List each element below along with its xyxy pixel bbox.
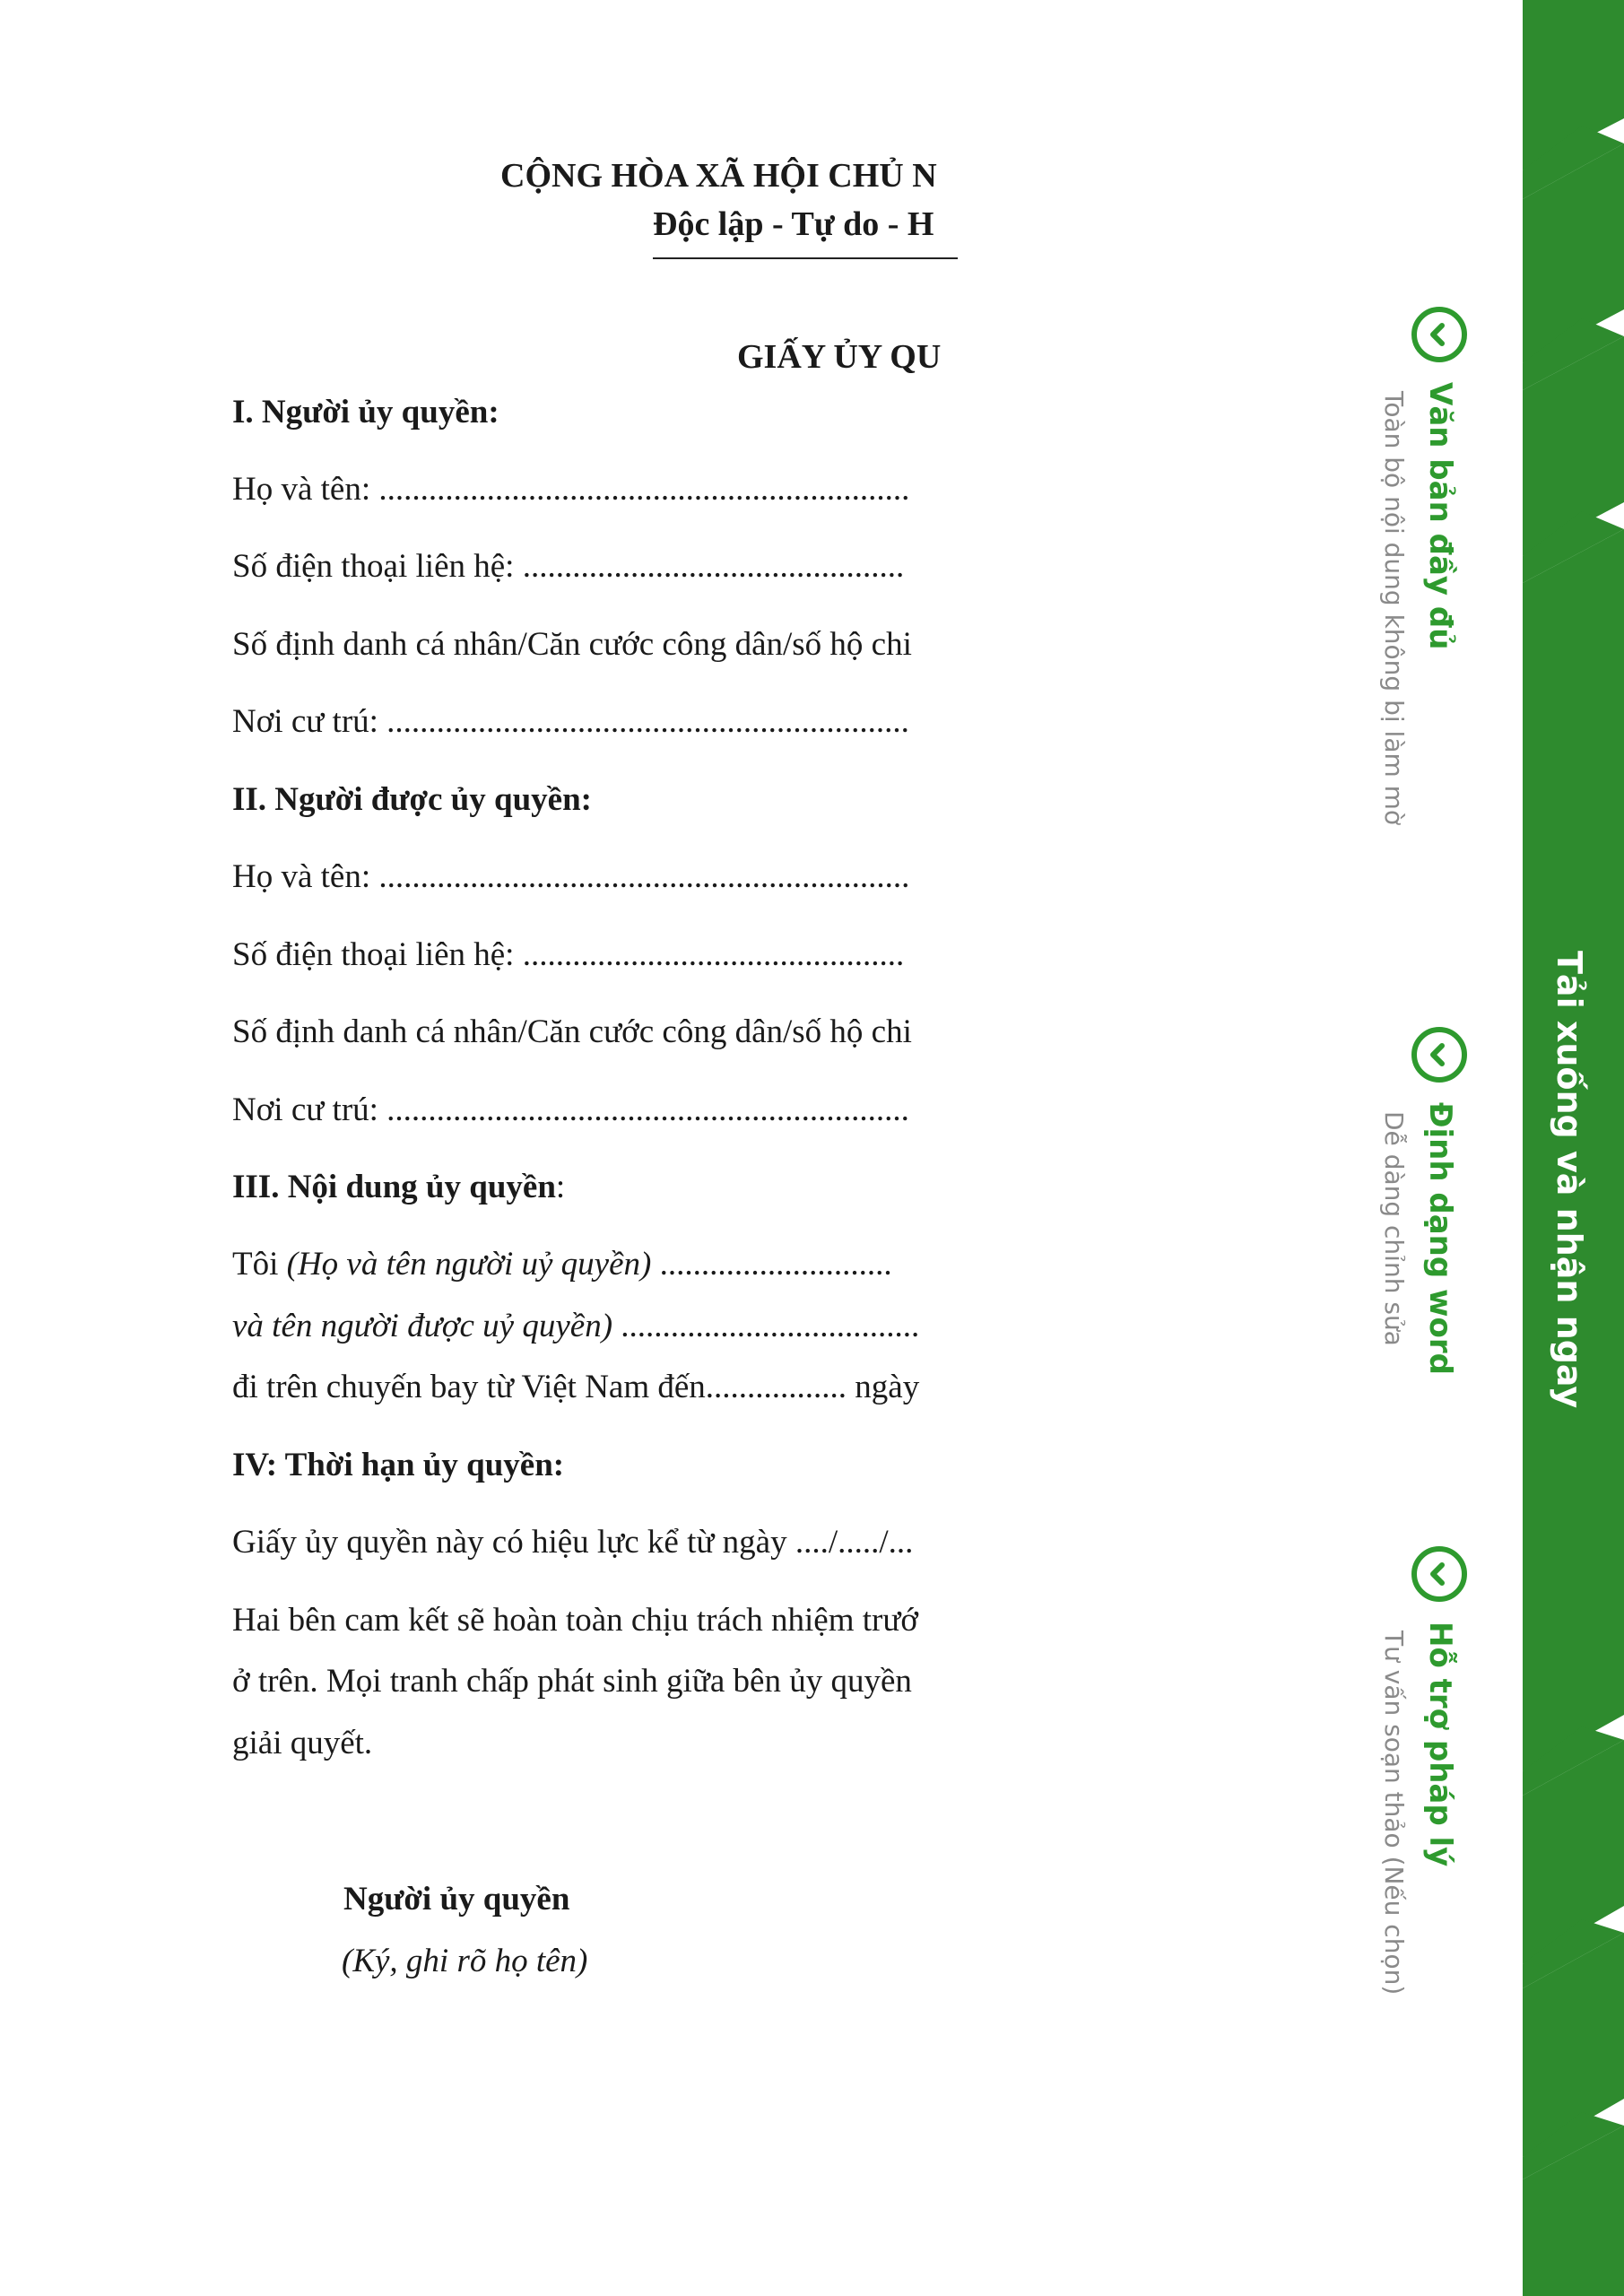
section3-line1-prefix: Tôi [232,1246,287,1283]
section2-residence-field: Nơi cư trú: ............................................................... [232,1091,909,1128]
national-motto: Độc lập - Tự do - H [653,205,934,243]
section1-residence-field: Nơi cư trú: ............................................................... [232,703,909,740]
section1-name-field: Họ và tên: ................................................................ [232,471,910,508]
check-circle-icon [1410,1025,1469,1084]
section1-phone-field: Số điện thoại liên hệ: .............................................. [232,548,905,585]
section2-id-field: Số định danh cá nhân/Căn cước công dân/số hộ chi [232,1013,912,1050]
section3-line1-italic: (Họ và tên người uỷ quyền) [286,1246,652,1283]
feature-title: Hỗ trợ pháp lý [1422,1622,1458,1867]
feature-title: Định dạng word [1422,1102,1458,1375]
section3-heading-colon: : [555,1169,566,1205]
section2-name-field: Họ và tên: ................................................................ [232,858,910,895]
check-circle-icon [1410,305,1469,364]
download-banner[interactable] [958,0,1624,2296]
section1-heading: I. Người ủy quyền: [232,394,499,430]
section3-line1 [232,1245,892,1284]
section3-line2-dots: .................................... [612,1308,920,1344]
section4-heading: IV: Thời hạn ủy quyền: [232,1447,565,1483]
feature-subtitle: Toàn bộ nội dung không bị làm mờ [1379,391,1409,826]
national-title: CỘNG HÒA XÃ HỘI CHỦ N [500,157,937,195]
signature-label: Người ủy quyền [343,1881,570,1918]
check-circle-icon [1410,1544,1469,1604]
section3-heading-text: III. Nội dung ủy quyền [232,1169,556,1205]
document-title: GIẤY ỦY QU [737,338,942,376]
section2-heading: II. Người được ủy quyền: [232,781,592,818]
section1-id-field: Số định danh cá nhân/Căn cước công dân/số hộ chi [232,626,912,663]
section3-line3: đi trên chuyến bay từ Việt Nam đến................. ngày [232,1369,920,1405]
section3-line1-dots: ............................ [651,1246,892,1283]
motto-underline [653,257,958,259]
section3-heading [232,1168,565,1207]
banner-background [958,0,1624,2296]
validity-line: Giấy ủy quyền này có hiệu lực kể từ ngày ..../...../... [232,1524,914,1561]
commitment-line3: giải quyết. [232,1725,373,1761]
commitment-line1: Hai bên cam kết sẽ hoàn toàn chịu trách nhiệm trướ [232,1602,918,1639]
section2-phone-field: Số điện thoại liên hệ: .............................................. [232,936,905,973]
commitment-line2: ở trên. Mọi tranh chấp phát sinh giữa bên ủy quyền [232,1663,912,1700]
signature-note: (Ký, ghi rõ họ tên) [342,1943,588,1979]
feature-title: Văn bản đầy đủ [1422,382,1458,650]
feature-subtitle: Tư vấn soạn thảo (Nếu chọn) [1379,1631,1409,1996]
feature-subtitle: Dễ dàng chỉnh sửa [1379,1111,1409,1346]
section3-line2-italic: và tên người được uỷ quyền) [232,1308,613,1344]
download-cta-label[interactable]: Tải xuống và nhận ngay [1550,951,1589,1409]
section3-line2 [232,1307,919,1346]
